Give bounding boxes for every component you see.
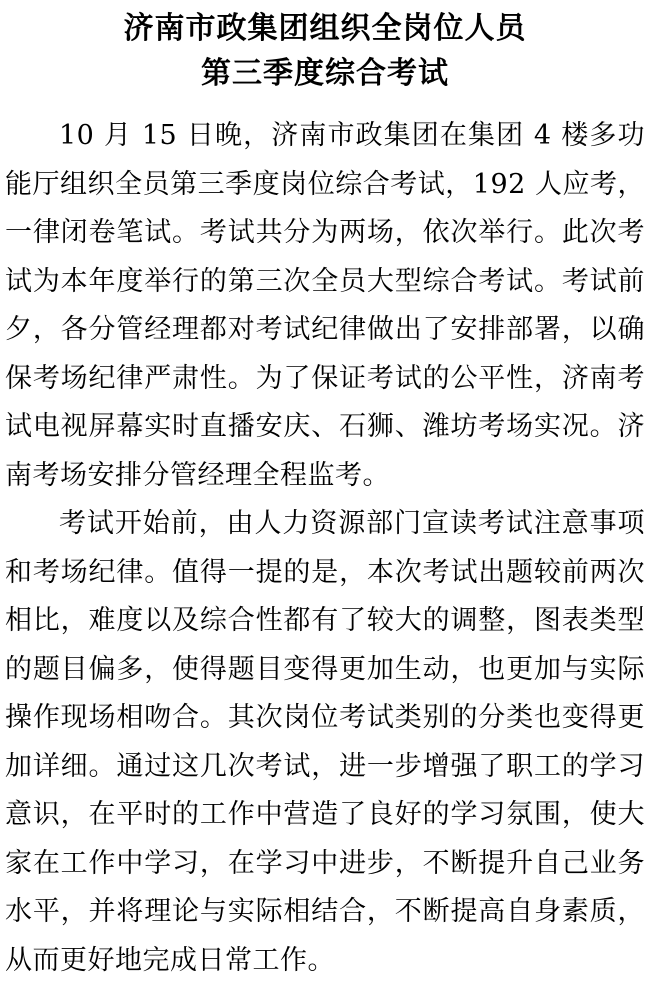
paragraph-exam-overview: 10 月 15 日晚，济南市政集团在集团 4 楼多功能厅组织全员第三季度岗位综合考试，192 人应考，一律闭卷笔试。考试共分为两场，依次举行。此次考试为本年度举行的第三次全员大型综合考试。考试前夕，各分管经理都对考试纪律做出了安排部署，以确保考场纪律严肃性。为了保证考试的公平性，济南考试电视屏幕实时直播安庆、石狮、潍坊考场实况。济南考场安排分管经理全程监考。 (5, 120, 645, 491)
document-title (5, 6, 645, 96)
document-title-line-1: 济南市政集团组织全岗位人员 (123, 11, 527, 46)
document-title-line-2: 第三季度综合考试 (201, 56, 449, 91)
paragraph-exam-details: 考试开始前，由人力资源部门宣读考试注意事项和考场纪律。值得一提的是，本次考试出题较前两次相比，难度以及综合性都有了较大的调整，图表类型的题目偏多，使得题目变得更加生动，也更加与实际操作现场相吻合。其次岗位考试类别的分类也变得更加详细。通过这几次考试，进一步增强了职工的学习意识，在平时的工作中营造了良好的学习氛围，使大家在工作中学习，在学习中进步，不断提升自己业务水平，并将理论与实际相结合，不断提高自身素质，从而更好地完成日常工作。 (5, 508, 645, 976)
